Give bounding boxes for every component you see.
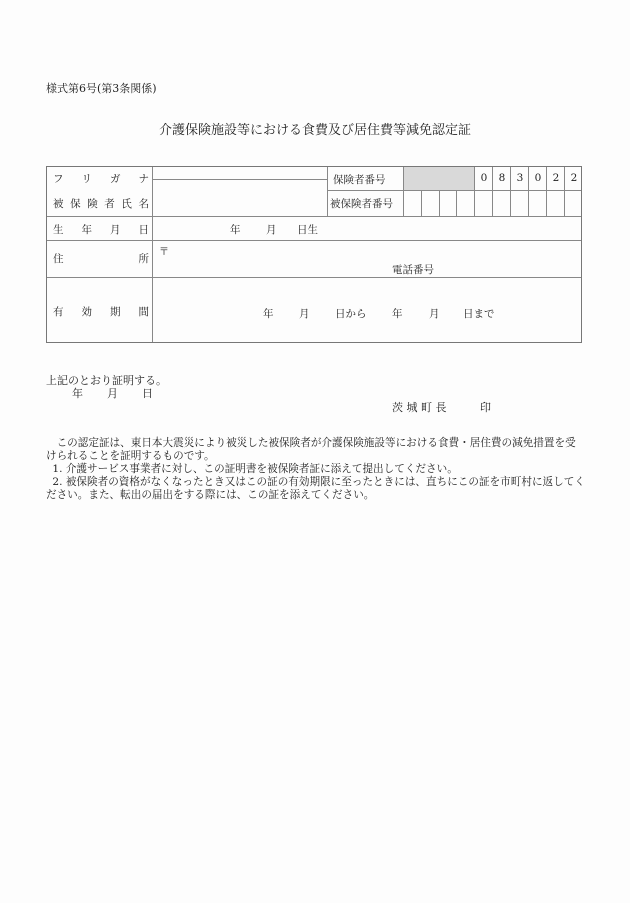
- insurer-digit: 2: [570, 172, 578, 184]
- insurer-digit: 0: [534, 172, 542, 184]
- cert-date-day: 日: [142, 387, 153, 400]
- furigana-label: [53, 171, 149, 186]
- label-char: 年: [81, 224, 92, 236]
- label-char: 期: [110, 306, 121, 318]
- insured-number-input[interactable]: [404, 191, 580, 216]
- label-char: 間: [138, 306, 149, 318]
- cert-date-month: 月: [107, 387, 118, 400]
- label-char: 住: [53, 253, 64, 265]
- label-char: 険: [87, 198, 98, 210]
- insurer-digit: 3: [516, 172, 524, 184]
- row-divider-name: [47, 216, 581, 217]
- label-char: ガ: [110, 173, 121, 185]
- label-char: フ: [53, 173, 64, 185]
- notes-item-1: 1. 介護サービス事業者に対し、この証明書を被保険者証に添えて提出してください。: [52, 463, 458, 475]
- insurer-digit: 8: [498, 172, 506, 184]
- insured-name-input[interactable]: [154, 180, 326, 215]
- label-char: 所: [138, 253, 149, 265]
- label-char: リ: [81, 173, 92, 185]
- phone-label: 電話番号: [392, 264, 434, 276]
- notes-paragraph: この認定証は、東日本大震災により被災した被保険者が介護保険施設等における食費・居住費の減免措置を受けられることを証明するものです。: [46, 437, 576, 462]
- insured-number-label: 被保険者番号: [330, 198, 393, 210]
- notes-item-2: 2. 被保険者の資格がなくなったとき又はこの証の有効期限に至ったときには、直ちにこの証を市町村に返してください。また、転出の届出をする際には、この証を添えてください。: [46, 476, 585, 501]
- cert-date-year: 年: [72, 387, 83, 400]
- seal-mark: 印: [480, 401, 491, 414]
- label-char: ナ: [138, 173, 149, 185]
- label-char: 月: [110, 224, 121, 236]
- label-char: 生: [53, 224, 64, 236]
- valid-from-day: 日から: [335, 308, 367, 320]
- label-char: 効: [81, 306, 92, 318]
- row-divider-address: [47, 277, 581, 278]
- valid-to-year: 年: [392, 308, 403, 320]
- insurer-number-label: 保険者番号: [333, 174, 386, 186]
- insured-name-label: [53, 196, 149, 211]
- certification-statement: 上記のとおり証明する。: [46, 374, 167, 387]
- label-char: 名: [138, 198, 149, 210]
- label-char: 氏: [121, 198, 132, 210]
- insurer-digit: 2: [552, 172, 560, 184]
- label-char: 者: [104, 198, 115, 210]
- birth-date-label: [53, 222, 149, 237]
- birth-day-label: 日生: [297, 224, 318, 236]
- valid-from-month: 月: [299, 308, 310, 320]
- notes-section: [46, 437, 586, 502]
- address-input[interactable]: [154, 241, 580, 276]
- furigana-input[interactable]: [154, 167, 326, 179]
- label-char: 保: [70, 198, 81, 210]
- insurer-number-gray-cell: [404, 167, 474, 190]
- valid-from-year: 年: [263, 308, 274, 320]
- validity-label: [53, 304, 149, 319]
- label-char: 日: [138, 224, 149, 236]
- valid-to-day: 日まで: [463, 308, 495, 320]
- postal-mark: 〒: [159, 247, 169, 258]
- label-char: 有: [53, 306, 64, 318]
- label-column-divider: [152, 167, 153, 342]
- issuer-name: 茨 城 町 長: [392, 401, 447, 414]
- label-char: 被: [53, 198, 64, 210]
- birth-month-label: 月: [266, 224, 277, 236]
- document-title: 介護保険施設等における食費及び居住費等減免認定証: [158, 123, 471, 138]
- form-number: 様式第6号(第3条関係): [46, 82, 157, 95]
- birth-year-label: 年: [230, 224, 241, 236]
- certificate-table: [46, 166, 582, 343]
- address-label: [53, 251, 149, 266]
- insurer-digit: 0: [480, 172, 488, 184]
- valid-to-month: 月: [429, 308, 440, 320]
- insurer-block-divider: [327, 167, 328, 216]
